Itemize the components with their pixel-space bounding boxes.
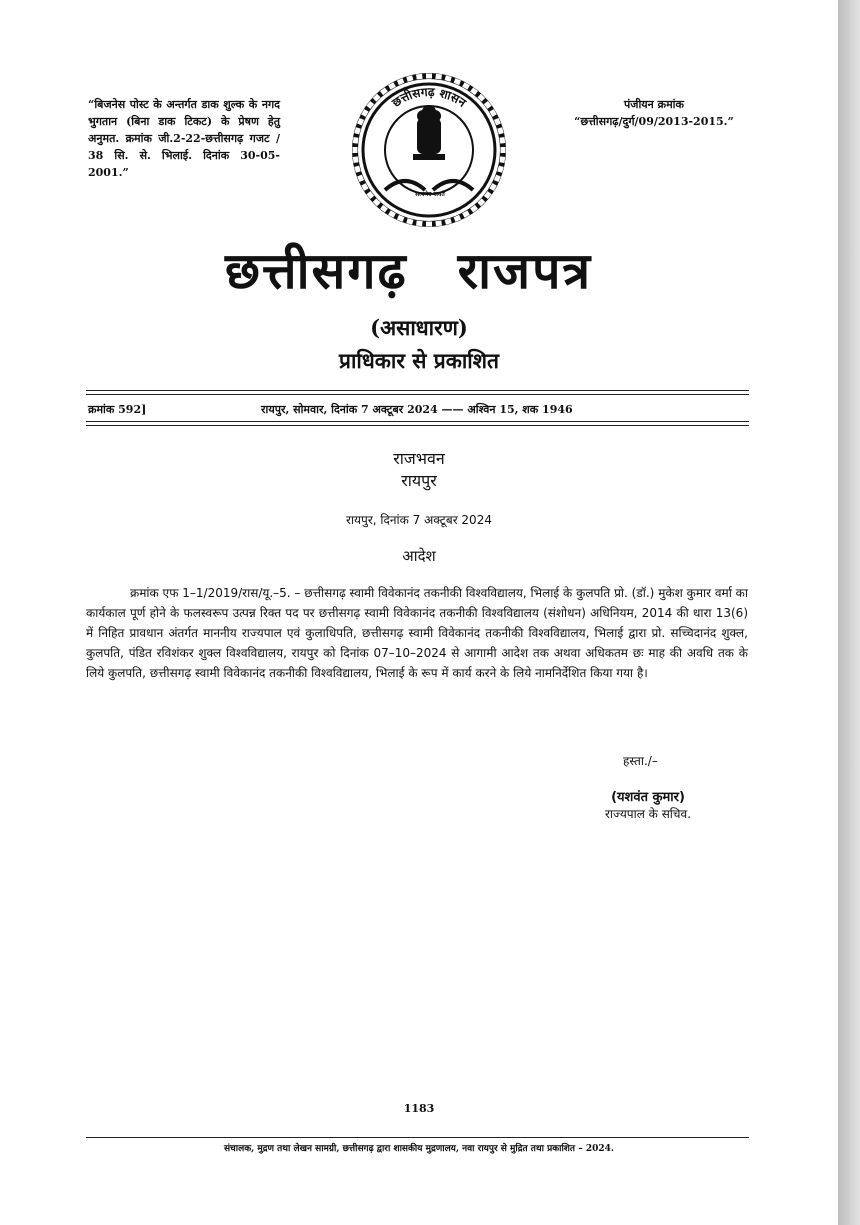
page-number: 1183 [403, 1102, 435, 1115]
order-body-paragraph: क्रमांक एफ 1–1/2019/रास/यू.–5. – छत्तीसगढ़ स्वामी विवेकानंद तकनीकी विश्वविद्यालय, भिलाई के कुलपति प्रो. (डॉ.) मुकेश कुमार वर्मा का कार्यकाल पूर्ण होने के फलस्वरूप उत्पन्न रिक्त पद पर छत्तीसगढ़ स्वामी विवेकानंद तकनीकी विश्वविद्यालय (संशोधन) अधिनियम, 2014 की धारा 13(6) में निहित प्रावधान अंतर्गत माननीय राज्यपाल एवं कुलाधिपति, छत्तीसगढ़ स्वामी विवेकानंद तकनीकी विश्वविद्यालय, भिलाई द्वारा प्रो. सच्चिदानंद शुक्ल, कुलपति, पंडित रविशंकर शुक्ल विश्वविद्यालय, रायपुर को दिनांक 07–10–2024 से आगामी आदेश तक अथवा अधिकतम छः माह की अवधि तक के लिये कुलपति, छत्तीसगढ़ स्वामी विवेकानंद तकनीकी विश्वविद्यालय, भिलाई के रूप में कार्य करने के लिये नामनिर्देशित किया गया है। [86, 586, 748, 680]
issuing-office [0, 448, 838, 492]
signatory-name: (यशवंत कुमार) [611, 790, 685, 805]
emblem-motto: सत्यमेव जयते [415, 191, 445, 198]
footer-rule [86, 1137, 749, 1138]
signed-note: हस्ता./– [623, 754, 658, 768]
gazette-masthead [225, 236, 615, 306]
office-name: राजभवन [393, 449, 445, 468]
issue-number: क्रमांक 592] [88, 403, 147, 416]
header-rule-bottom [86, 421, 749, 426]
state-emblem-seal [345, 72, 513, 228]
subtitle-authority: प्राधिकार से प्रकाशित [339, 348, 499, 373]
printer-line: संचालक, मुद्रण तथा लेखन सामग्री, छत्तीसगढ़ द्वारा शासकीय मुद्रणालय, नवा रायपुर से मुद्रित तथा प्रकाशित – 2024. [223, 1144, 615, 1154]
registration-label: पंजीयन क्रमांक [624, 98, 684, 111]
emblem-seal-icon [345, 72, 513, 228]
page-edge-shadow [838, 0, 860, 1225]
signatory-title: राज्यपाल के सचिव. [604, 807, 692, 821]
issue-dateline: रायपुर, सोमवार, दिनांक 7 अक्टूबर 2024 —— अश्विन 15, शक 1946 [261, 403, 573, 416]
issue-line [86, 402, 749, 420]
registration-number: “छत्तीसगढ़/दुर्ग/09/2013-2015.” [574, 115, 734, 128]
subtitle-extraordinary: (असाधारण) [370, 315, 468, 340]
masthead-word-state: छत्तीसगढ़ [225, 241, 408, 300]
masthead-word-gazette: राजपत्र [457, 241, 593, 300]
order-dateline: रायपुर, दिनांक 7 अक्टूबर 2024 [346, 513, 492, 527]
emblem-ring-text: छत्तीसगढ़ शासन [389, 84, 469, 110]
registration-block [560, 96, 748, 130]
postal-permission-note: “बिजनेस पोस्ट के अन्तर्गत डाक शुल्क के नगद भुगतान (बिना डाक टिकट) के प्रेषण हेतु अनुमत. क्रमांक जी.2-22-छत्तीसगढ़ गजट / 38 सि. से. भिलाई. दिनांक 30-05-2001.” [88, 98, 280, 179]
order-title: आदेश [402, 547, 436, 565]
header-rule-top [86, 390, 749, 395]
office-city: रायपुर [401, 471, 437, 490]
